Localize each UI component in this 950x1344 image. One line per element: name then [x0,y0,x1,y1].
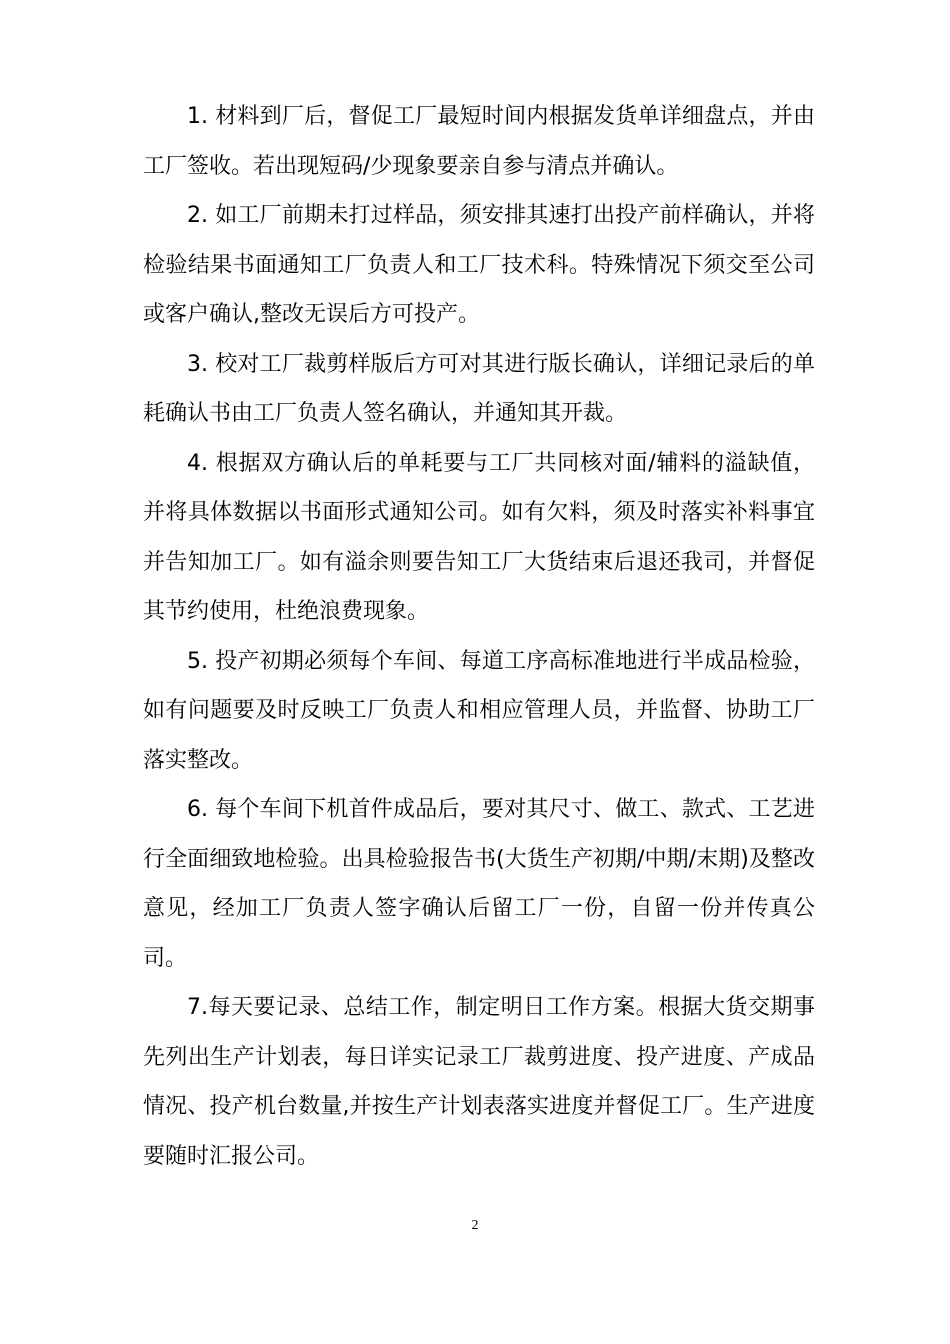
paragraph-1: 1. 材料到厂后，督促工厂最短时间内根据发货单详细盘点，并由工厂签收。若出现短码/少现象要亲自参与清点并确认。 [143,104,815,179]
page-number: 2 [471,1218,479,1233]
paragraph-7: 7.每天要记录、总结工作，制定明日工作方案。根据大货交期事先列出生产计划表，每日详实记录工厂裁剪进度、投产进度、产成品情况、投产机台数量,并按生产计划表落实进度并督促工厂。生产进度要随时汇报公司。 [143,995,815,1169]
paragraph-6: 6. 每个车间下机首件成品后，要对其尺寸、做工、款式、工艺进行全面细致地检验。出具检验报告书(大货生产初期/中期/末期)及整改意见，经加工厂负责人签字确认后留工厂一份，自留一份并传真公司。 [143,797,815,971]
paragraph-5: 5. 投产初期必须每个车间、每道工序高标准地进行半成品检验，如有问题要及时反映工厂负责人和相应管理人员，并监督、协助工厂落实整改。 [143,648,815,773]
paragraph-2: 2. 如工厂前期未打过样品，须安排其速打出投产前样确认，并将检验结果书面通知工厂负责人和工厂技术科。特殊情况下须交至公司或客户确认,整改无误后方可投产。 [143,203,815,327]
document-body [143,92,815,1181]
paragraph-3: 3. 校对工厂裁剪样版后方可对其进行版长确认，详细记录后的单耗确认书由工厂负责人签名确认，并通知其开裁。 [143,351,815,426]
paragraph-4: 4. 根据双方确认后的单耗要与工厂共同核对面/辅料的溢缺值，并将具体数据以书面形式通知公司。如有欠料，须及时落实补料事宜并告知加工厂。如有溢余则要告知工厂大货结束后退还我司，并督促其节约使用，杜绝浪费现象。 [143,450,815,624]
